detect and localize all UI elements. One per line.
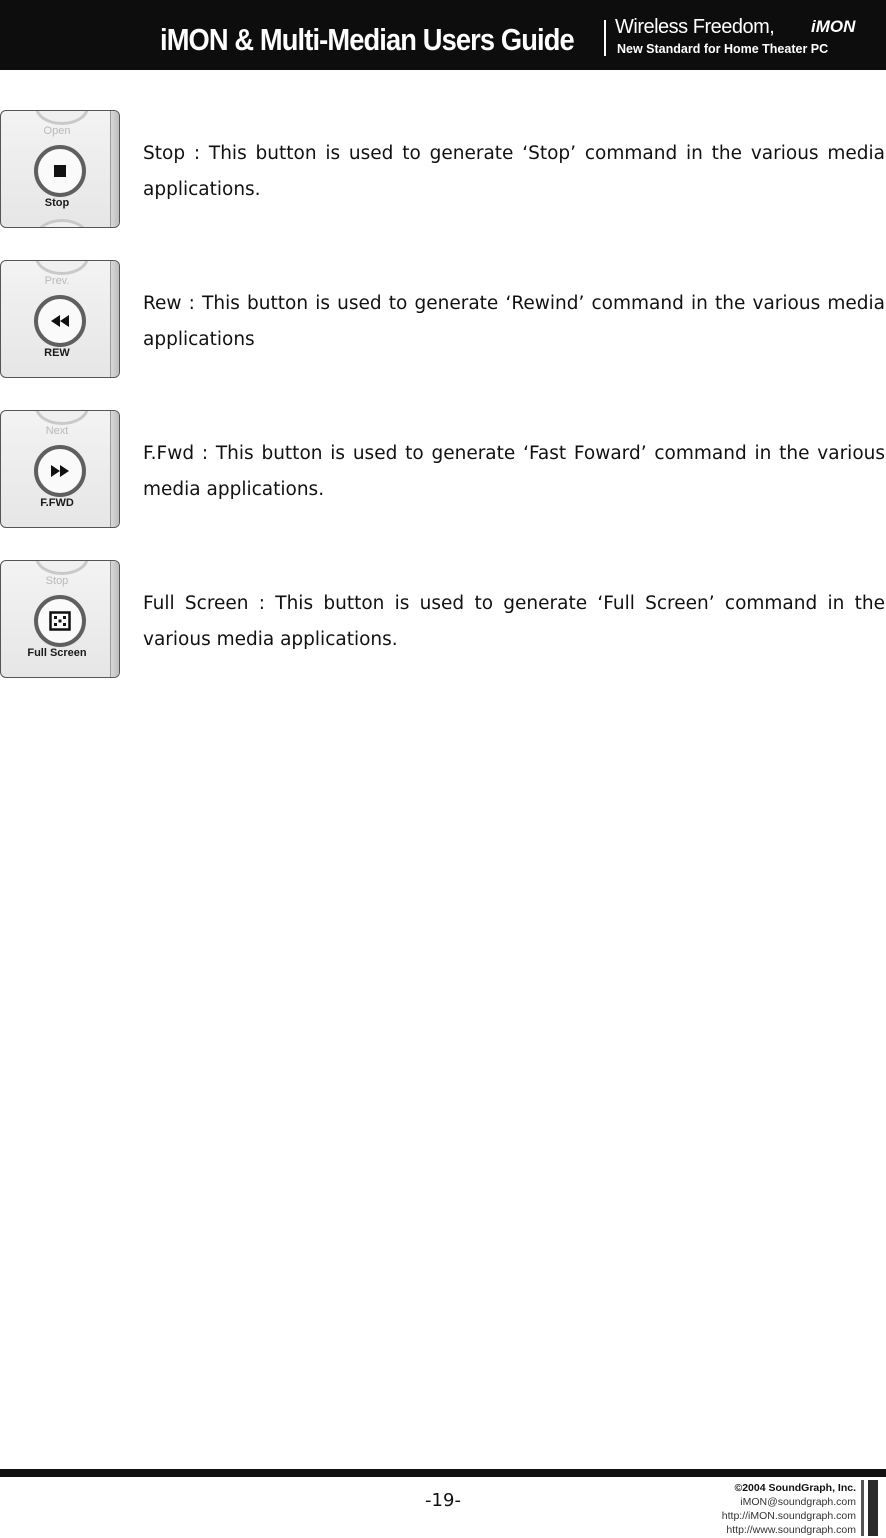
remote-edge (110, 411, 119, 528)
full-screen-icon (38, 599, 82, 643)
thumbnail-button-label: Stop (44, 197, 70, 209)
remote-button-thumbnail (0, 110, 120, 228)
thumbnail-button-label: REW (44, 347, 70, 359)
header-banner (0, 0, 886, 70)
entry-rewind (0, 260, 886, 380)
copyright-block (722, 1481, 856, 1537)
page-number: -19- (425, 1490, 461, 1511)
thumbnail-top-label: Open (43, 125, 71, 137)
full-screen-button-ring (34, 595, 86, 647)
rewind-icon (38, 299, 82, 343)
document-title: iMON & Multi-Median Users Guide (160, 22, 574, 57)
remote-edge (110, 261, 119, 378)
entry-description: Rew : This button is used to generate ‘Rewind’ command in the various media applications (143, 293, 885, 350)
adjacent-button-shape (35, 560, 89, 575)
adjacent-button-shape (35, 110, 89, 125)
company-url: http://www.soundgraph.com (726, 1524, 856, 1536)
remote-button-thumbnail (0, 560, 120, 678)
remote-edge (110, 111, 119, 228)
copyright-line: ©2004 SoundGraph, Inc. (734, 1482, 856, 1494)
header-subtitle: New Standard for Home Theater PC (617, 42, 829, 56)
thumbnail-top-label: Next (45, 425, 69, 437)
thumbnail-top-label: Stop (45, 575, 69, 587)
imon-logo: iMON (811, 17, 856, 36)
rewind-button-ring (34, 295, 86, 347)
entry-description: Stop : This button is used to generate ‘Stop’ command in the various media applications. (143, 143, 885, 200)
thumbnail-button-label: F.FWD (40, 497, 74, 509)
entry-description: F.Fwd : This button is used to generate ‘Fast Foward’ command in the various media applications. (143, 443, 885, 500)
entry-fast-forward (0, 410, 886, 530)
header-tagline: Wireless Freedom, (615, 16, 775, 38)
entry-stop (0, 110, 886, 230)
header-divider (604, 20, 606, 56)
adjacent-button-shape (35, 219, 89, 228)
remote-button-thumbnail (0, 410, 120, 528)
imon-url: http://iMON.soundgraph.com (721, 1510, 856, 1522)
adjacent-button-shape (35, 410, 89, 425)
remote-button-thumbnail (0, 260, 120, 378)
thumbnail-button-label: Full Screen (27, 647, 87, 659)
fast-forward-button-ring (34, 445, 86, 497)
footer-rule (0, 1469, 886, 1477)
entry-description: Full Screen : This button is used to generate ‘Full Screen’ command in the various media applications. (143, 593, 885, 650)
thumbnail-top-label: Prev. (44, 275, 70, 287)
adjacent-button-shape (35, 260, 89, 275)
stop-icon (38, 149, 82, 193)
footer-stripe (868, 1480, 878, 1536)
contact-email: iMON@soundgraph.com (740, 1496, 856, 1508)
footer-stripe (861, 1480, 864, 1536)
stop-button-ring (34, 145, 86, 197)
fast-forward-icon (38, 449, 82, 493)
remote-edge (110, 561, 119, 678)
entry-full-screen (0, 560, 886, 680)
